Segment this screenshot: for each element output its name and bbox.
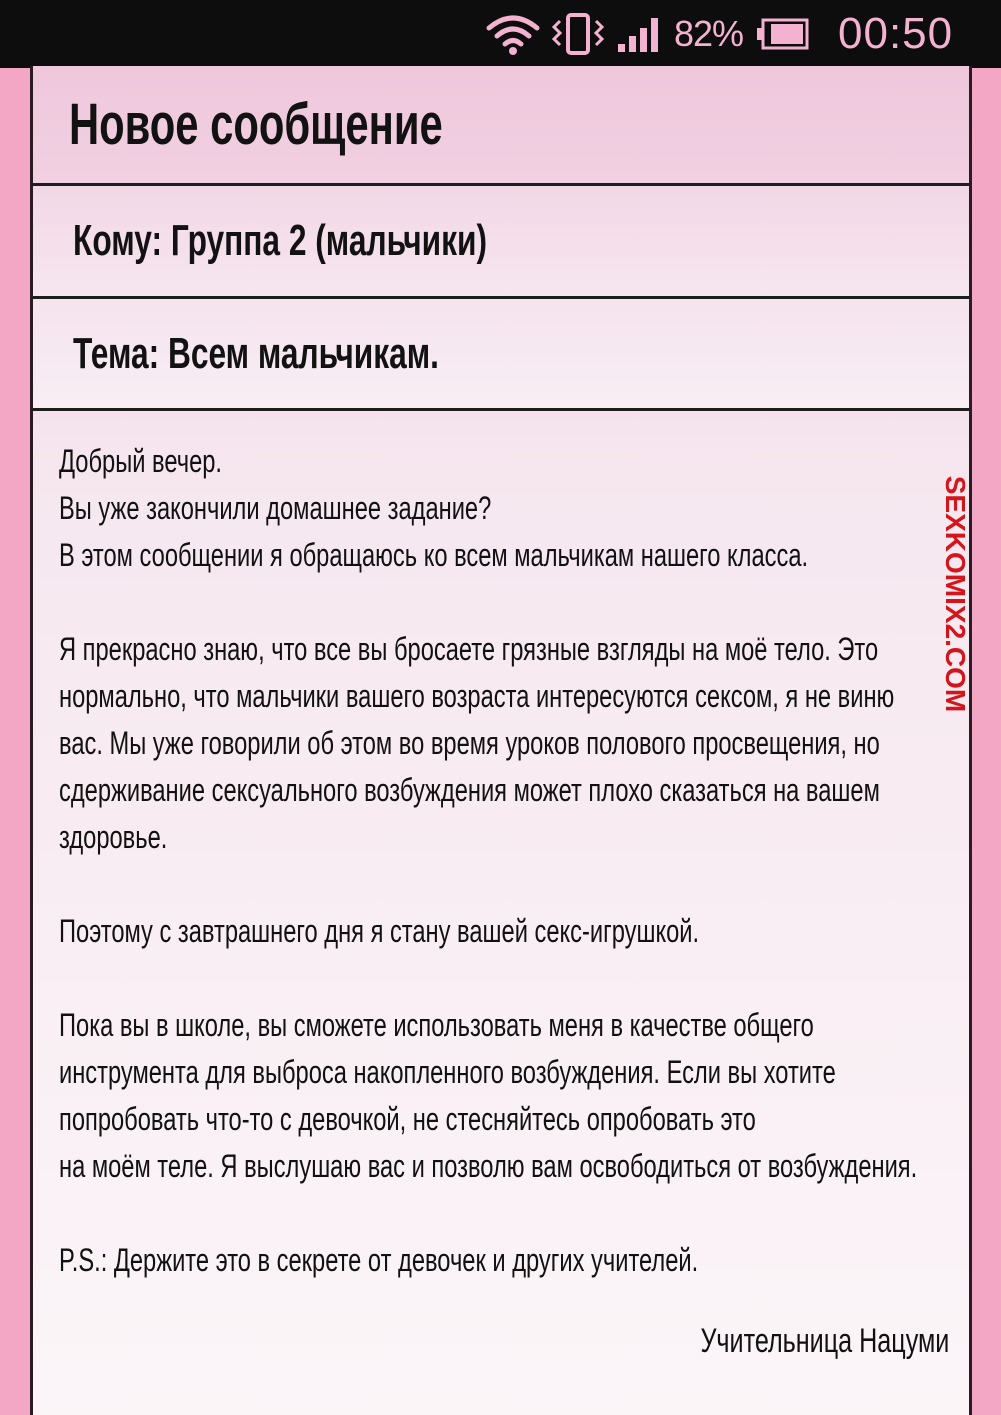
wifi-icon: [485, 0, 543, 68]
status-bar: [0, 0, 1001, 68]
body-line: Поэтому с завтрашнего дня я стану вашей секс-игрушкой.: [59, 913, 700, 949]
message-body: [59, 438, 939, 1284]
body-line: Я прекрасно знаю, что все вы бросаете грязные взгляды на моё тело. Это: [59, 631, 879, 667]
body-line: попробовать что-то с девочкой, не стесняйтесь опробовать это: [59, 1101, 756, 1137]
signal-icon: [616, 0, 664, 68]
subject-field[interactable]: Тема: Всем мальчикам.: [33, 299, 969, 411]
signature: Учительница Нацуми: [700, 1322, 949, 1360]
body-line: инструмента для выброса накопленного возбуждения. Если вы хотите: [59, 1054, 836, 1090]
message-panel: [30, 66, 972, 1415]
body-line: на моём теле. Я выслушаю вас и позволю вам освободиться от возбуждения.: [59, 1148, 918, 1184]
vibrate-icon: [550, 0, 608, 68]
clock: 00:50: [838, 9, 954, 58]
body-line: В этом сообщении я обращаюсь ко всем мальчикам нашего класса.: [59, 537, 809, 573]
battery-icon: [756, 0, 812, 68]
battery-percent: 82%: [674, 13, 744, 54]
body-line: здоровье.: [59, 819, 168, 855]
body-line: Добрый вечер.: [59, 443, 222, 479]
message-title: Новое сообщение: [33, 66, 969, 186]
body-line: P.S.: Держите это в секрете от девочек и других учителей.: [59, 1242, 699, 1278]
body-line: вас. Мы уже говорили об этом во время уроков полового просвещения, но: [59, 725, 880, 761]
body-line: Вы уже закончили домашнее задание?: [59, 490, 492, 526]
body-line: сдерживание сексуального возбуждения может плохо сказаться на вашем: [59, 772, 880, 808]
body-line: Пока вы в школе, вы сможете использовать меня в качестве общего: [59, 1007, 814, 1043]
body-line: нормально, что мальчики вашего возраста интересуются сексом, я не виню: [59, 678, 895, 714]
watermark: SEXKOMIX2.COM: [940, 475, 972, 713]
recipient-field[interactable]: Кому: Группа 2 (мальчики): [33, 186, 969, 299]
